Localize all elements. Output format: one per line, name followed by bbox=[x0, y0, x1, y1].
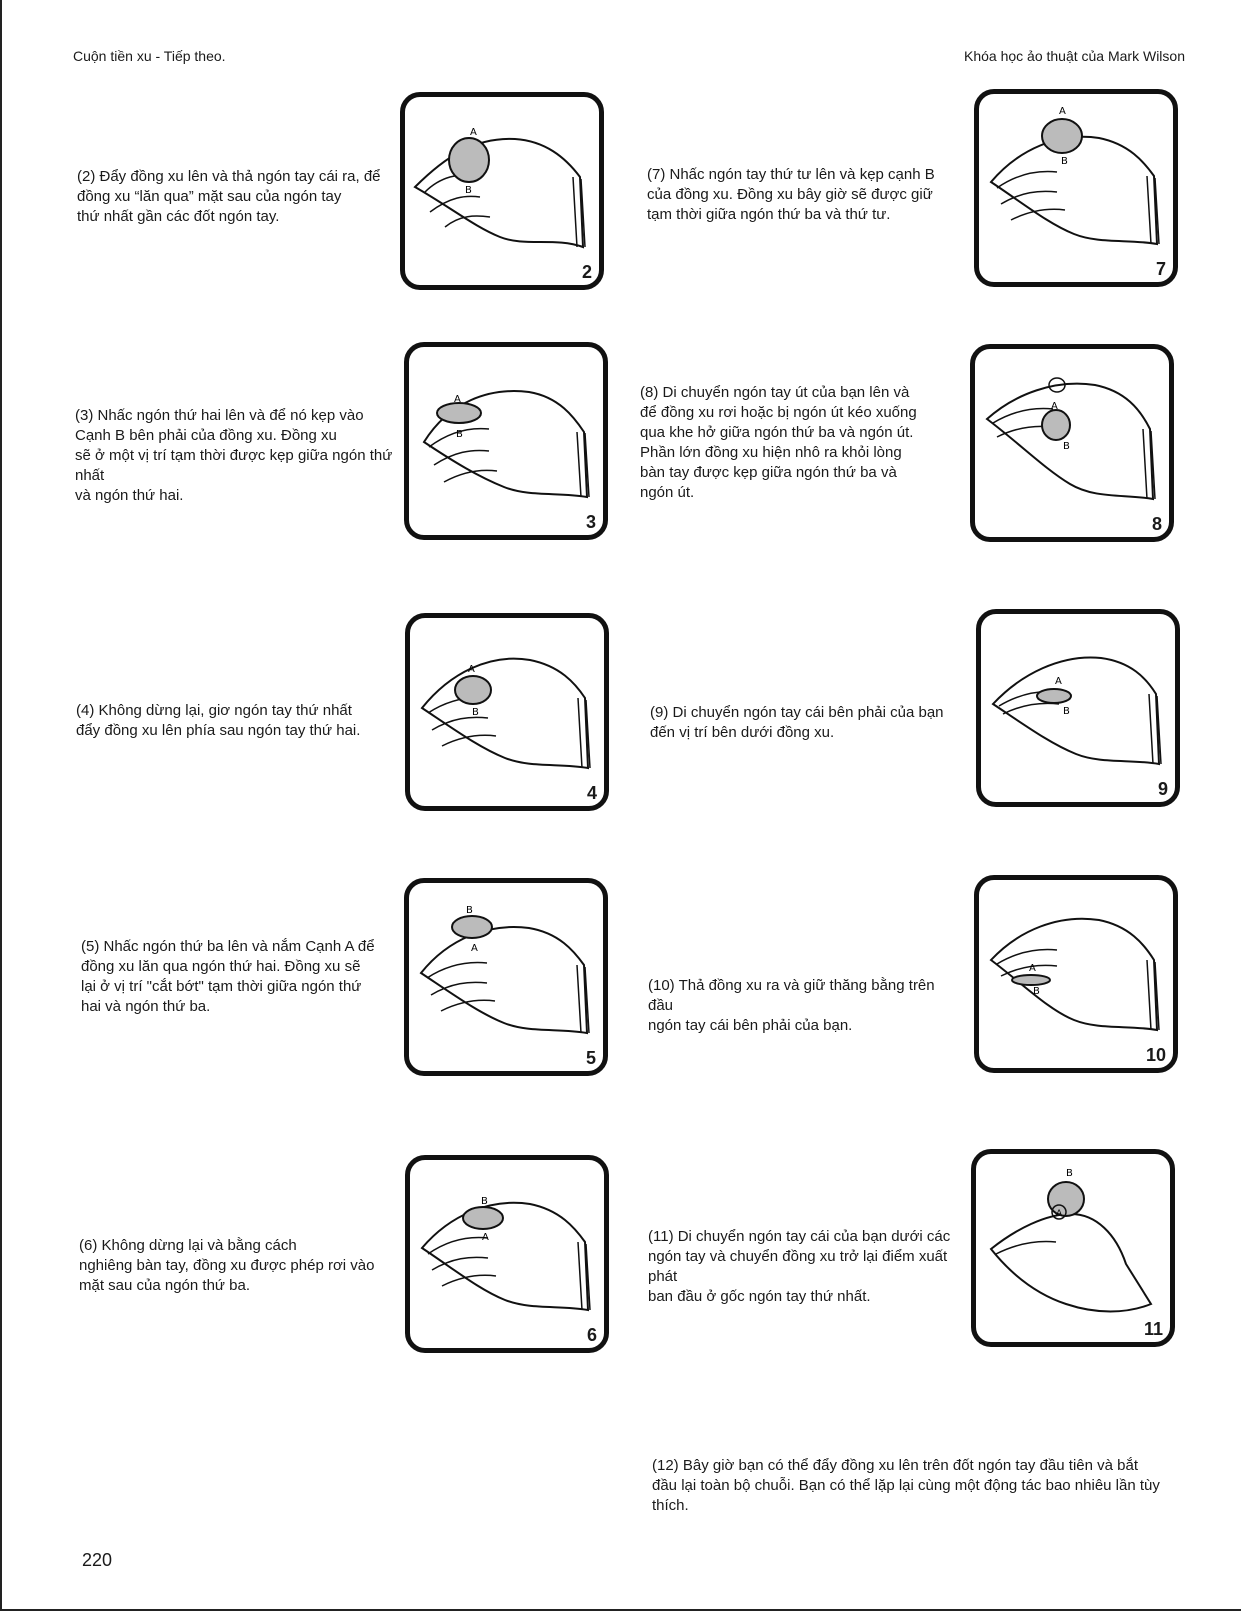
step-3-text: (3) Nhấc ngón thứ hai lên và để nó kẹp vào Cạnh B bên phải của đồng xu. Đồng xu sẽ ở một vị trí tạm thời được kẹp giữa ngón thứ nhất và ngón thứ hai. bbox=[75, 407, 393, 504]
hand-coin-illustration-5 bbox=[409, 883, 603, 1071]
step-11-text: (11) Di chuyển ngón tay cái của bạn dưới các ngón tay và chuyển đồng xu trở lại điểm xuất phát ban đầu ở gốc ngón tay thứ nhất. bbox=[648, 1228, 951, 1305]
svg-text:B: B bbox=[1033, 986, 1040, 997]
svg-text:A: A bbox=[1056, 1209, 1063, 1219]
svg-text:B: B bbox=[481, 1196, 488, 1207]
figure-3-number: 3 bbox=[585, 512, 596, 532]
figure-5-number: 5 bbox=[585, 1048, 596, 1068]
figure-6-number: 6 bbox=[586, 1325, 597, 1345]
figure-10-panel bbox=[974, 875, 1178, 1073]
hand-coin-illustration-2 bbox=[405, 97, 599, 285]
figure-3-panel bbox=[404, 342, 608, 540]
step-2-text: (2) Đẩy đồng xu lên và thả ngón tay cái ra, để đồng xu “lăn qua” mặt sau của ngón tay thứ nhất gần các đốt ngón tay. bbox=[77, 168, 381, 225]
step-10-text: (10) Thả đồng xu ra và giữ thăng bằng trên đầu ngón tay cái bên phải của bạn. bbox=[648, 977, 935, 1034]
running-header-right: Khóa học ảo thuật của Mark Wilson bbox=[963, 48, 1185, 64]
hand-coin-illustration-7 bbox=[979, 94, 1173, 282]
svg-text:A: A bbox=[454, 394, 461, 405]
svg-text:A: A bbox=[1051, 401, 1058, 412]
svg-text:B: B bbox=[466, 905, 473, 916]
svg-text:B: B bbox=[472, 707, 479, 718]
figure-2-panel bbox=[400, 92, 604, 290]
svg-text:B: B bbox=[456, 429, 463, 440]
page-number: 220 bbox=[82, 1550, 113, 1570]
figure-11-panel bbox=[971, 1149, 1175, 1347]
hand-coin-illustration-9 bbox=[981, 614, 1175, 802]
hand-coin-illustration-3 bbox=[409, 347, 603, 535]
figure-9-number: 9 bbox=[1157, 779, 1168, 799]
svg-text:B: B bbox=[1061, 156, 1068, 167]
step-4-text: (4) Không dừng lại, giơ ngón tay thứ nhất đẩy đồng xu lên phía sau ngón tay thứ hai. bbox=[76, 702, 361, 739]
svg-text:A: A bbox=[468, 664, 475, 675]
figure-2-number: 2 bbox=[581, 262, 592, 282]
step-6-text: (6) Không dừng lại và bằng cách nghiêng bàn tay, đồng xu được phép rơi vào mặt sau của ngón thứ ba. bbox=[79, 1237, 375, 1294]
figure-4-number: 4 bbox=[586, 783, 597, 803]
svg-text:B: B bbox=[1063, 441, 1070, 452]
hand-coin-illustration-4 bbox=[410, 618, 604, 806]
svg-text:A: A bbox=[470, 127, 477, 138]
svg-text:B: B bbox=[1063, 706, 1070, 717]
hand-coin-illustration-6 bbox=[410, 1160, 604, 1348]
svg-text:B: B bbox=[1066, 1168, 1073, 1179]
figure-8-number: 8 bbox=[1151, 514, 1162, 534]
step-9-text: (9) Di chuyển ngón tay cái bên phải của bạn đến vị trí bên dưới đồng xu. bbox=[650, 704, 944, 741]
hand-coin-illustration-10 bbox=[979, 880, 1173, 1068]
step-7-text: (7) Nhấc ngón tay thứ tư lên và kẹp cạnh B của đồng xu. Đồng xu bây giờ sẽ được giữ tạm thời giữa ngón thứ ba và thứ tư. bbox=[647, 166, 935, 223]
step-12-text: (12) Bây giờ bạn có thể đẩy đồng xu lên trên đốt ngón tay đầu tiên và bắt đầu lại toàn bộ chuỗi. Bạn có thể lặp lại cùng một động tác bao nhiêu lần tùy thích. bbox=[652, 1457, 1160, 1514]
page-left-border bbox=[0, 0, 2, 1611]
figure-7-number: 7 bbox=[1155, 259, 1166, 279]
figure-7-panel bbox=[974, 89, 1178, 287]
figure-9-panel bbox=[976, 609, 1180, 807]
svg-text:A: A bbox=[1029, 963, 1036, 974]
svg-text:B: B bbox=[465, 185, 472, 196]
svg-text:A: A bbox=[482, 1232, 489, 1243]
figure-4-panel bbox=[405, 613, 609, 811]
figure-5-panel bbox=[404, 878, 608, 1076]
step-8-text: (8) Di chuyển ngón tay út của bạn lên và để đồng xu rơi hoặc bị ngón út kéo xuống qua khe hở giữa ngón thứ ba và ngón út. Phần lớn đồng xu hiện nhô ra khỏi lòng bàn tay được kẹp giữa ngón thứ ba và ngón út. bbox=[640, 384, 917, 501]
svg-text:A: A bbox=[1055, 676, 1062, 687]
figure-11-number: 11 bbox=[1143, 1319, 1163, 1339]
hand-coin-illustration-11 bbox=[976, 1154, 1170, 1342]
figure-10-number: 10 bbox=[1145, 1045, 1166, 1065]
figure-8-panel bbox=[970, 344, 1174, 542]
hand-coin-illustration-8 bbox=[975, 349, 1169, 537]
running-header-left: Cuộn tiền xu - Tiếp theo. bbox=[73, 48, 226, 64]
svg-text:A: A bbox=[471, 943, 478, 954]
step-5-text: (5) Nhấc ngón thứ ba lên và nắm Cạnh A để đồng xu lăn qua ngón thứ hai. Đồng xu sẽ lại ở vị trí "cắt bớt" tạm thời giữa ngón thứ hai và ngón thứ ba. bbox=[81, 938, 375, 1015]
svg-text:A: A bbox=[1059, 106, 1066, 117]
figure-6-panel bbox=[405, 1155, 609, 1353]
